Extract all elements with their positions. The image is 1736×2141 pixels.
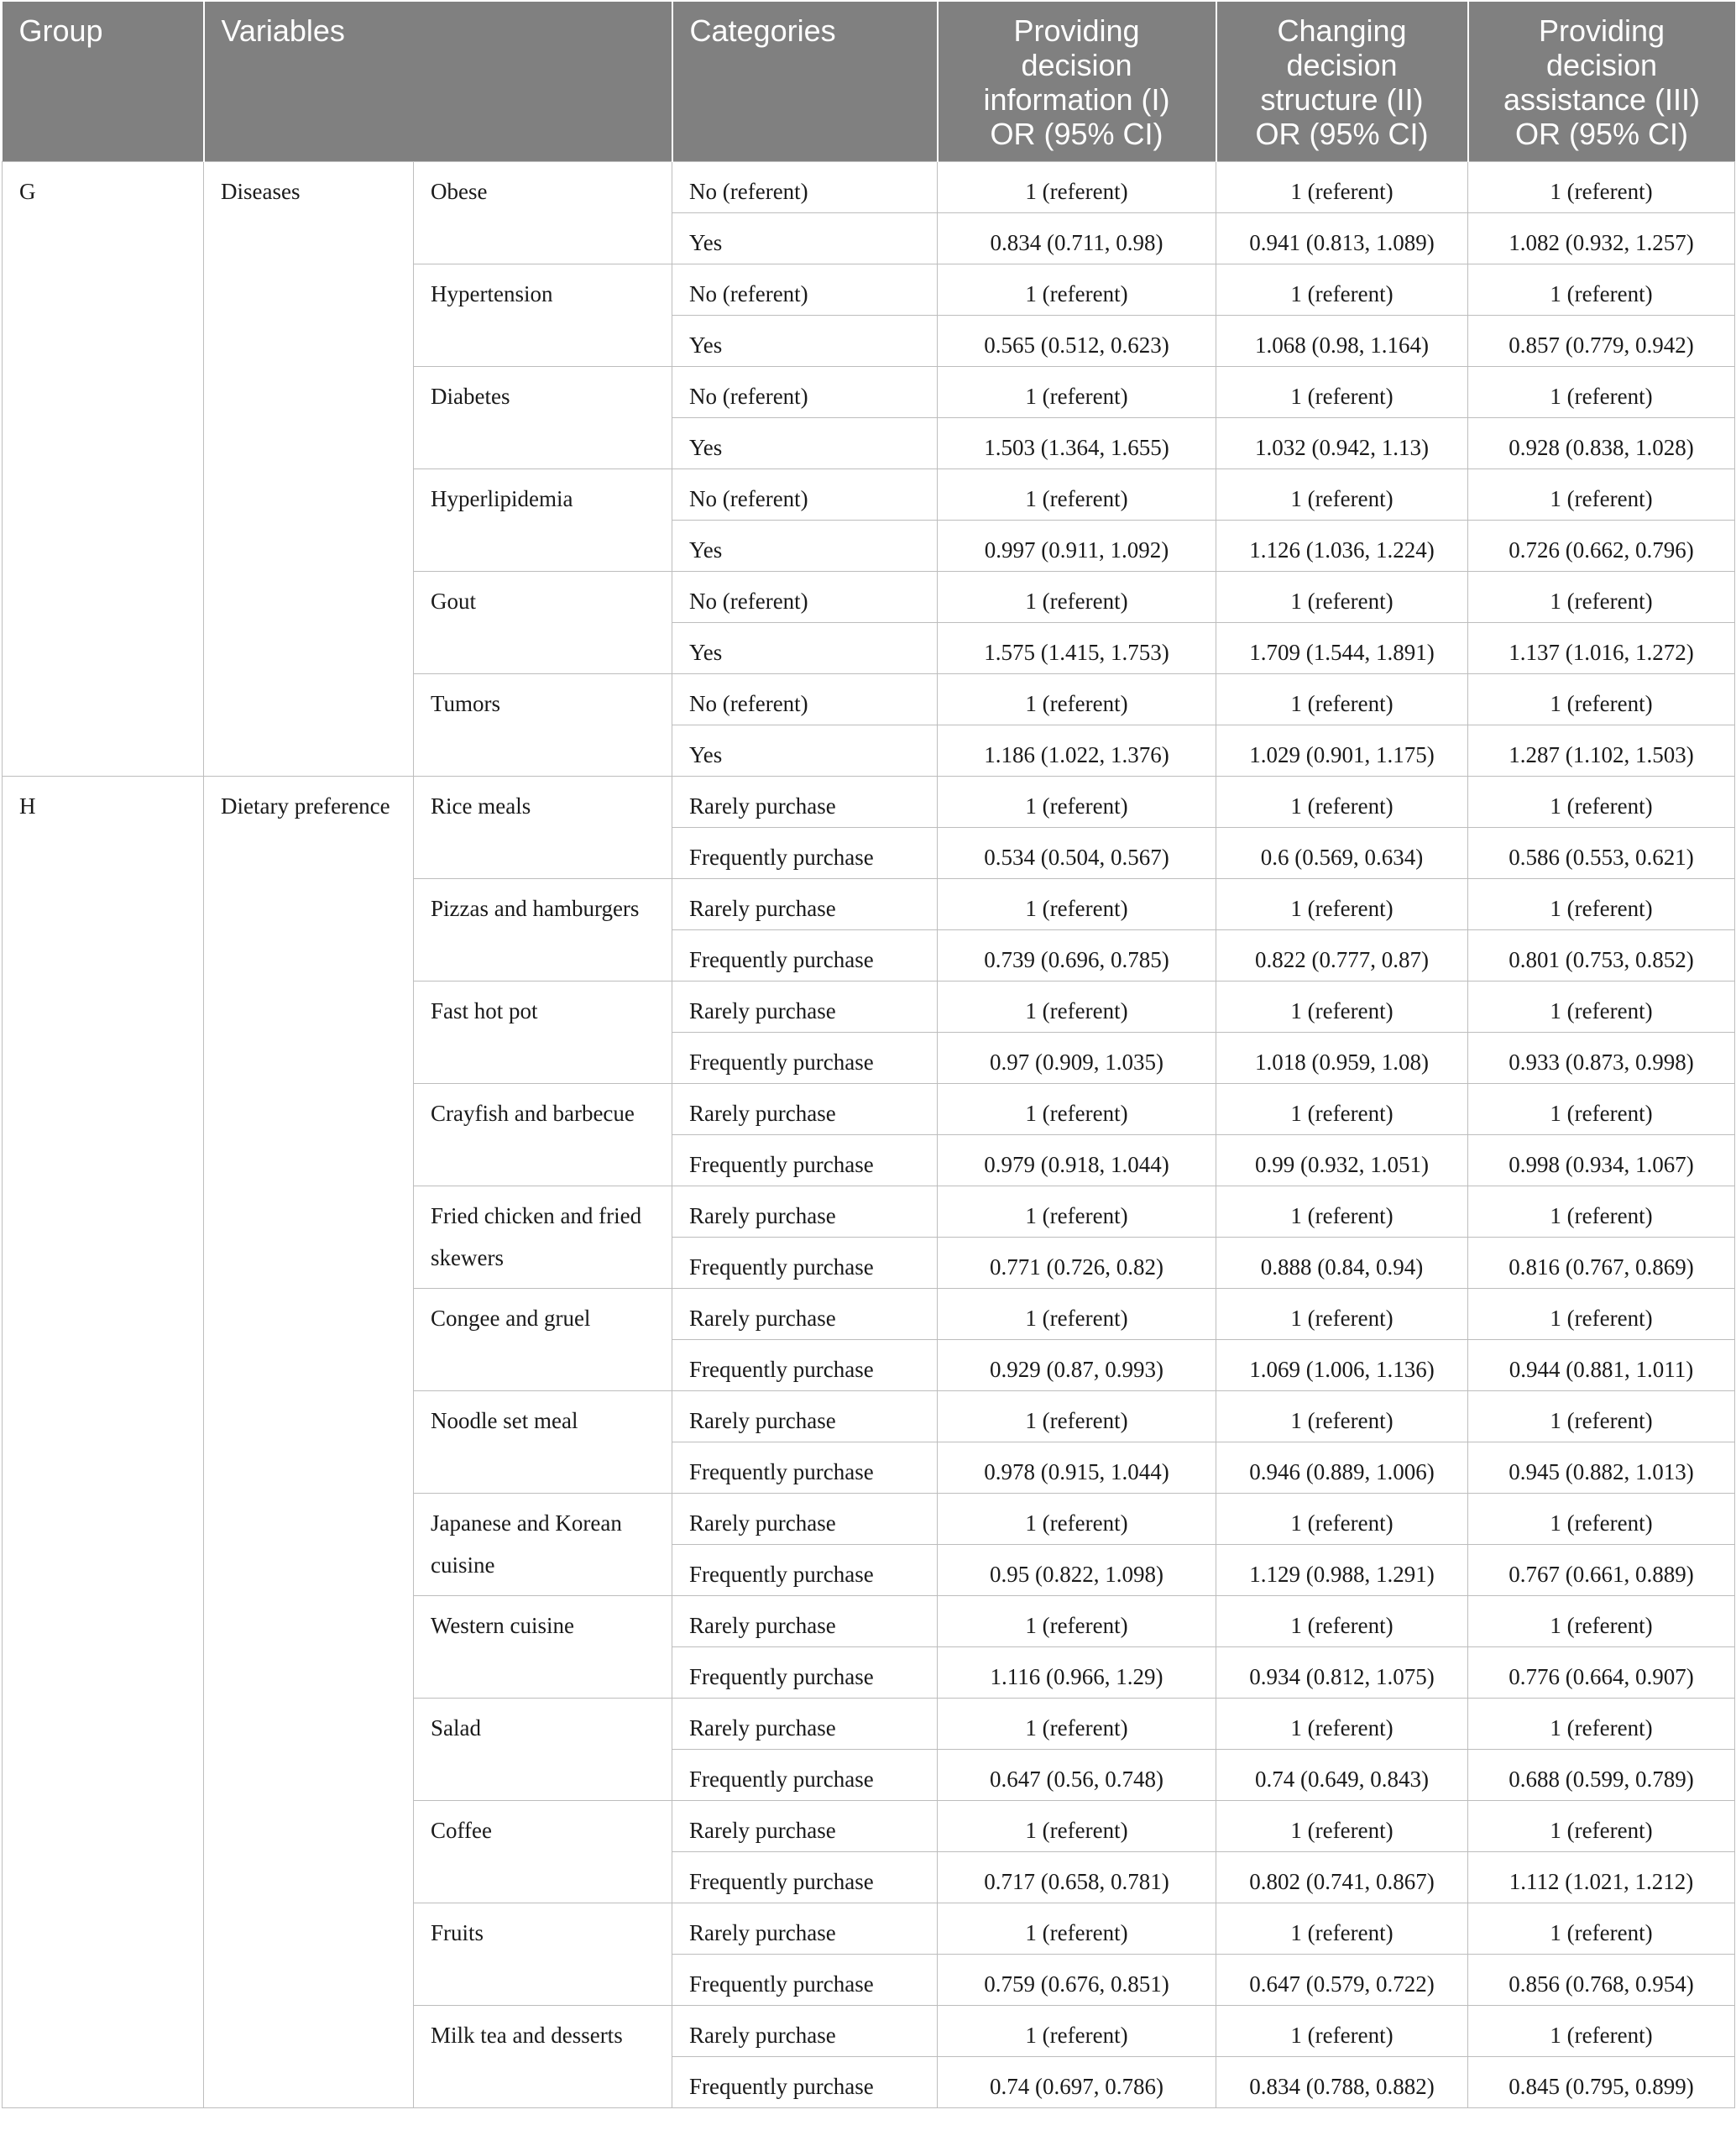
or-information-cell: 0.979 (0.918, 1.044): [938, 1134, 1216, 1186]
or-structure-cell: 0.802 (0.741, 0.867): [1216, 1851, 1468, 1903]
header-categories: Categories: [672, 2, 938, 161]
or-structure-cell: 1 (referent): [1216, 878, 1468, 929]
subvariable-cell: Tumors: [414, 673, 672, 776]
header-providing-decision-information: Providing decision information (I) OR (95% CI): [938, 2, 1216, 161]
subvariable-cell: Obese: [414, 161, 672, 264]
or-information-cell: 0.997 (0.911, 1.092): [938, 520, 1216, 571]
category-cell: Frequently purchase: [672, 1544, 938, 1595]
or-assistance-cell: 0.857 (0.779, 0.942): [1468, 315, 1735, 366]
variable-cell: Diseases: [204, 161, 414, 776]
or-structure-cell: 0.822 (0.777, 0.87): [1216, 929, 1468, 981]
category-cell: Frequently purchase: [672, 827, 938, 878]
or-assistance-cell: 1 (referent): [1468, 571, 1735, 622]
or-information-cell: 0.978 (0.915, 1.044): [938, 1442, 1216, 1493]
category-cell: Rarely purchase: [672, 2005, 938, 2056]
category-cell: Frequently purchase: [672, 1954, 938, 2005]
or-assistance-cell: 1 (referent): [1468, 1288, 1735, 1339]
category-cell: Rarely purchase: [672, 776, 938, 827]
or-information-cell: 1.503 (1.364, 1.655): [938, 417, 1216, 469]
category-cell: Yes: [672, 622, 938, 673]
subvariable-cell: Noodle set meal: [414, 1390, 672, 1493]
header-changing-decision-structure: Changing decision structure (II) OR (95% CI): [1216, 2, 1468, 161]
or-assistance-cell: 1 (referent): [1468, 1390, 1735, 1442]
category-cell: Frequently purchase: [672, 1339, 938, 1390]
or-structure-cell: 1 (referent): [1216, 1186, 1468, 1237]
or-information-cell: 0.565 (0.512, 0.623): [938, 315, 1216, 366]
category-cell: Rarely purchase: [672, 1698, 938, 1749]
or-structure-cell: 1 (referent): [1216, 2005, 1468, 2056]
or-structure-cell: 1.129 (0.988, 1.291): [1216, 1544, 1468, 1595]
or-assistance-cell: 0.944 (0.881, 1.011): [1468, 1339, 1735, 1390]
subvariable-cell: Congee and gruel: [414, 1288, 672, 1390]
or-assistance-cell: 0.933 (0.873, 0.998): [1468, 1032, 1735, 1083]
or-information-cell: 0.74 (0.697, 0.786): [938, 2056, 1216, 2107]
or-structure-cell: 0.99 (0.932, 1.051): [1216, 1134, 1468, 1186]
subvariable-cell: Rice meals: [414, 776, 672, 878]
subvariable-cell: Fruits: [414, 1903, 672, 2005]
or-information-cell: 0.717 (0.658, 0.781): [938, 1851, 1216, 1903]
or-structure-cell: 1 (referent): [1216, 776, 1468, 827]
or-information-cell: 0.647 (0.56, 0.748): [938, 1749, 1216, 1800]
or-structure-cell: 1 (referent): [1216, 1903, 1468, 1954]
or-structure-cell: 1.068 (0.98, 1.164): [1216, 315, 1468, 366]
or-assistance-cell: 1.137 (1.016, 1.272): [1468, 622, 1735, 673]
group-cell: G: [3, 161, 204, 776]
subvariable-cell: Diabetes: [414, 366, 672, 469]
or-assistance-cell: 1 (referent): [1468, 673, 1735, 725]
or-assistance-cell: 1 (referent): [1468, 1800, 1735, 1851]
category-cell: Rarely purchase: [672, 1083, 938, 1134]
or-information-cell: 1 (referent): [938, 1903, 1216, 1954]
category-cell: Frequently purchase: [672, 1646, 938, 1698]
or-assistance-cell: 1 (referent): [1468, 264, 1735, 315]
or-assistance-cell: 0.688 (0.599, 0.789): [1468, 1749, 1735, 1800]
category-cell: Yes: [672, 417, 938, 469]
or-information-cell: 1 (referent): [938, 878, 1216, 929]
or-information-cell: 1 (referent): [938, 1698, 1216, 1749]
category-cell: Yes: [672, 725, 938, 776]
category-cell: No (referent): [672, 571, 938, 622]
category-cell: Frequently purchase: [672, 1749, 938, 1800]
category-cell: Rarely purchase: [672, 1595, 938, 1646]
or-information-cell: 0.929 (0.87, 0.993): [938, 1339, 1216, 1390]
or-information-cell: 1 (referent): [938, 469, 1216, 520]
or-information-cell: 1 (referent): [938, 1493, 1216, 1544]
subvariable-cell: Gout: [414, 571, 672, 673]
or-structure-cell: 0.888 (0.84, 0.94): [1216, 1237, 1468, 1288]
or-assistance-cell: 1 (referent): [1468, 469, 1735, 520]
or-assistance-cell: 1.287 (1.102, 1.503): [1468, 725, 1735, 776]
header-variables: Variables: [204, 2, 672, 161]
variable-cell: Dietary preference: [204, 776, 414, 2107]
or-structure-cell: 0.74 (0.649, 0.843): [1216, 1749, 1468, 1800]
or-information-cell: 0.97 (0.909, 1.035): [938, 1032, 1216, 1083]
or-structure-cell: 1 (referent): [1216, 161, 1468, 212]
category-cell: Frequently purchase: [672, 929, 938, 981]
or-information-cell: 1.575 (1.415, 1.753): [938, 622, 1216, 673]
category-cell: No (referent): [672, 161, 938, 212]
odds-ratio-table: [2, 2, 1735, 2108]
or-information-cell: 0.534 (0.504, 0.567): [938, 827, 1216, 878]
or-assistance-cell: 0.776 (0.664, 0.907): [1468, 1646, 1735, 1698]
or-information-cell: 1 (referent): [938, 1186, 1216, 1237]
header-group: Group: [3, 2, 204, 161]
or-information-cell: 0.739 (0.696, 0.785): [938, 929, 1216, 981]
or-structure-cell: 0.941 (0.813, 1.089): [1216, 212, 1468, 264]
subvariable-cell: Pizzas and hamburgers: [414, 878, 672, 981]
category-cell: Frequently purchase: [672, 2056, 938, 2107]
or-information-cell: 1 (referent): [938, 1288, 1216, 1339]
or-assistance-cell: 1 (referent): [1468, 1493, 1735, 1544]
category-cell: Yes: [672, 315, 938, 366]
or-structure-cell: 1.709 (1.544, 1.891): [1216, 622, 1468, 673]
category-cell: Rarely purchase: [672, 1288, 938, 1339]
or-assistance-cell: 1 (referent): [1468, 366, 1735, 417]
or-assistance-cell: 1 (referent): [1468, 1698, 1735, 1749]
or-structure-cell: 0.834 (0.788, 0.882): [1216, 2056, 1468, 2107]
or-structure-cell: 1 (referent): [1216, 571, 1468, 622]
table-body: [3, 161, 1735, 2107]
or-structure-cell: 0.946 (0.889, 1.006): [1216, 1442, 1468, 1493]
or-assistance-cell: 0.945 (0.882, 1.013): [1468, 1442, 1735, 1493]
or-information-cell: 1 (referent): [938, 981, 1216, 1032]
subvariable-cell: Coffee: [414, 1800, 672, 1903]
or-structure-cell: 1 (referent): [1216, 1698, 1468, 1749]
or-assistance-cell: 1 (referent): [1468, 161, 1735, 212]
category-cell: Rarely purchase: [672, 878, 938, 929]
or-information-cell: 1.186 (1.022, 1.376): [938, 725, 1216, 776]
or-assistance-cell: 0.801 (0.753, 0.852): [1468, 929, 1735, 981]
or-information-cell: 0.771 (0.726, 0.82): [938, 1237, 1216, 1288]
or-assistance-cell: 1 (referent): [1468, 776, 1735, 827]
header-providing-decision-assistance: Providing decision assistance (III) OR (95% CI): [1468, 2, 1735, 161]
or-information-cell: 1 (referent): [938, 264, 1216, 315]
or-information-cell: 1 (referent): [938, 2005, 1216, 2056]
category-cell: Frequently purchase: [672, 1134, 938, 1186]
or-information-cell: 1.116 (0.966, 1.29): [938, 1646, 1216, 1698]
or-structure-cell: 1.018 (0.959, 1.08): [1216, 1032, 1468, 1083]
or-structure-cell: 1 (referent): [1216, 366, 1468, 417]
or-information-cell: 1 (referent): [938, 1800, 1216, 1851]
subvariable-cell: Hyperlipidemia: [414, 469, 672, 571]
or-structure-cell: 1 (referent): [1216, 1083, 1468, 1134]
category-cell: No (referent): [672, 673, 938, 725]
or-assistance-cell: 0.586 (0.553, 0.621): [1468, 827, 1735, 878]
category-cell: No (referent): [672, 469, 938, 520]
or-structure-cell: 1 (referent): [1216, 981, 1468, 1032]
or-information-cell: 1 (referent): [938, 571, 1216, 622]
subvariable-cell: Milk tea and desserts: [414, 2005, 672, 2107]
or-assistance-cell: 0.998 (0.934, 1.067): [1468, 1134, 1735, 1186]
or-information-cell: 1 (referent): [938, 1595, 1216, 1646]
or-information-cell: 0.834 (0.711, 0.98): [938, 212, 1216, 264]
or-information-cell: 0.95 (0.822, 1.098): [938, 1544, 1216, 1595]
category-cell: Frequently purchase: [672, 1442, 938, 1493]
or-information-cell: 1 (referent): [938, 161, 1216, 212]
or-information-cell: 1 (referent): [938, 673, 1216, 725]
or-assistance-cell: 0.928 (0.838, 1.028): [1468, 417, 1735, 469]
subvariable-cell: Salad: [414, 1698, 672, 1800]
or-assistance-cell: 1.082 (0.932, 1.257): [1468, 212, 1735, 264]
or-structure-cell: 1.032 (0.942, 1.13): [1216, 417, 1468, 469]
table-header-row: [3, 2, 1735, 161]
or-assistance-cell: 0.816 (0.767, 0.869): [1468, 1237, 1735, 1288]
or-structure-cell: 1 (referent): [1216, 264, 1468, 315]
or-structure-cell: 0.6 (0.569, 0.634): [1216, 827, 1468, 878]
or-information-cell: 1 (referent): [938, 366, 1216, 417]
subvariable-cell: Crayfish and barbecue: [414, 1083, 672, 1186]
or-assistance-cell: 1 (referent): [1468, 878, 1735, 929]
or-assistance-cell: 1 (referent): [1468, 1595, 1735, 1646]
or-assistance-cell: 1 (referent): [1468, 1083, 1735, 1134]
category-cell: No (referent): [672, 366, 938, 417]
category-cell: Rarely purchase: [672, 1800, 938, 1851]
or-structure-cell: 1 (referent): [1216, 1390, 1468, 1442]
or-assistance-cell: 1.112 (1.021, 1.212): [1468, 1851, 1735, 1903]
or-structure-cell: 1 (referent): [1216, 1493, 1468, 1544]
subvariable-cell: Japanese and Korean cuisine: [414, 1493, 672, 1595]
or-information-cell: 1 (referent): [938, 776, 1216, 827]
or-structure-cell: 1.126 (1.036, 1.224): [1216, 520, 1468, 571]
category-cell: Frequently purchase: [672, 1032, 938, 1083]
subvariable-cell: Hypertension: [414, 264, 672, 366]
table-row: [3, 161, 1735, 212]
category-cell: Yes: [672, 212, 938, 264]
category-cell: Frequently purchase: [672, 1851, 938, 1903]
category-cell: Frequently purchase: [672, 1237, 938, 1288]
or-information-cell: 0.759 (0.676, 0.851): [938, 1954, 1216, 2005]
category-cell: Rarely purchase: [672, 1390, 938, 1442]
or-assistance-cell: 0.845 (0.795, 0.899): [1468, 2056, 1735, 2107]
category-cell: Rarely purchase: [672, 981, 938, 1032]
or-structure-cell: 1 (referent): [1216, 1595, 1468, 1646]
or-structure-cell: 1.029 (0.901, 1.175): [1216, 725, 1468, 776]
subvariable-cell: Western cuisine: [414, 1595, 672, 1698]
or-information-cell: 1 (referent): [938, 1083, 1216, 1134]
or-structure-cell: 1 (referent): [1216, 1288, 1468, 1339]
subvariable-cell: Fried chicken and fried skewers: [414, 1186, 672, 1288]
or-assistance-cell: 0.726 (0.662, 0.796): [1468, 520, 1735, 571]
category-cell: Rarely purchase: [672, 1493, 938, 1544]
or-assistance-cell: 0.856 (0.768, 0.954): [1468, 1954, 1735, 2005]
or-structure-cell: 1 (referent): [1216, 1800, 1468, 1851]
category-cell: No (referent): [672, 264, 938, 315]
or-assistance-cell: 1 (referent): [1468, 1186, 1735, 1237]
subvariable-cell: Fast hot pot: [414, 981, 672, 1083]
group-cell: H: [3, 776, 204, 2107]
or-assistance-cell: 1 (referent): [1468, 1903, 1735, 1954]
category-cell: Rarely purchase: [672, 1903, 938, 1954]
category-cell: Yes: [672, 520, 938, 571]
or-structure-cell: 1.069 (1.006, 1.136): [1216, 1339, 1468, 1390]
or-structure-cell: 0.934 (0.812, 1.075): [1216, 1646, 1468, 1698]
or-structure-cell: 0.647 (0.579, 0.722): [1216, 1954, 1468, 2005]
or-assistance-cell: 0.767 (0.661, 0.889): [1468, 1544, 1735, 1595]
or-assistance-cell: 1 (referent): [1468, 981, 1735, 1032]
or-information-cell: 1 (referent): [938, 1390, 1216, 1442]
or-structure-cell: 1 (referent): [1216, 469, 1468, 520]
category-cell: Rarely purchase: [672, 1186, 938, 1237]
or-structure-cell: 1 (referent): [1216, 673, 1468, 725]
or-assistance-cell: 1 (referent): [1468, 2005, 1735, 2056]
table-row: [3, 776, 1735, 827]
